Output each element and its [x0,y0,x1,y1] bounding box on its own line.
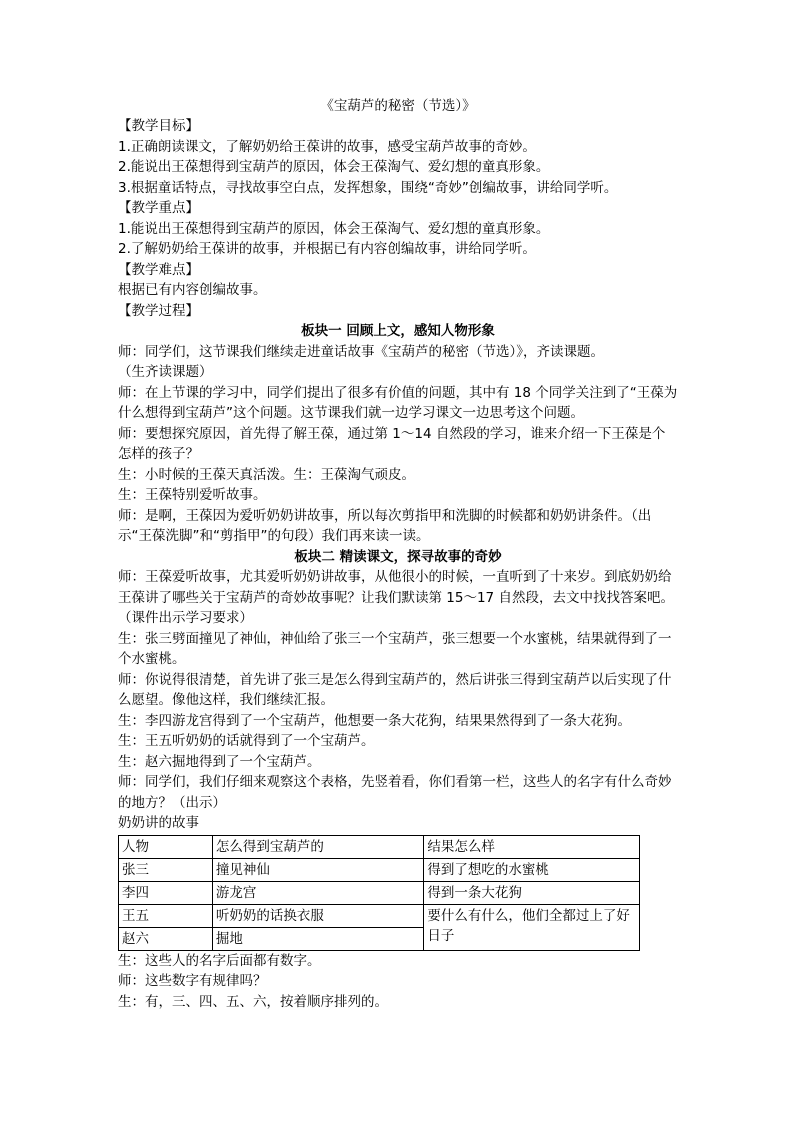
table-caption: 奶奶讲的故事 [118,815,199,831]
dialogue-paragraph: 师：这些数字有规律吗？ [118,973,267,989]
key-points-heading: 【教学重点】 [118,200,199,216]
table-cell: 赵六 [119,927,213,950]
dialogue-paragraph: （生齐读课题） [118,364,213,380]
table-cell: 撞见神仙 [212,858,424,881]
table-cell: 得到了想吃的水蜜桃 [424,858,640,881]
key-point-item: 2.了解奶奶给王葆讲的故事，并根据已有内容创编故事，讲给同学听。 [118,241,536,257]
dialogue-paragraph: 师：你说得很清楚，首先讲了张三是怎么得到宝葫芦的，然后讲张三得到宝葫芦以后实现了什么愿望。像他这样，我们继续汇报。 [118,671,672,708]
table-merged-cell: 要什么有什么，他们全都过上了好日子 [424,904,640,950]
table-cell: 掘地 [212,927,424,950]
dialogue-paragraph: 师：在上节课的学习中，同学们提出了很多有价值的问题，其中有 18 个同学关注到了“王葆为什么想得到宝葫芦”这个问题。这节课我们就一边学习课文一边思考这个问题。 [118,384,678,421]
goal-item: 2.能说出王葆想得到宝葫芦的原因，体会王葆淘气、爱幻想的童真形象。 [118,159,550,175]
dialogue-paragraph: 生：张三劈面撞见了神仙，神仙给了张三一个宝葫芦，张三想要一个水蜜桃，结果就得到了一个水蜜桃。 [118,630,672,667]
dialogue-paragraph: 生：有，三、四、五、六，按着顺序排列的。 [118,993,388,1010]
difficulty-heading: 【教学难点】 [118,261,199,278]
document-title: 《宝葫芦的秘密（节选）》 [320,98,476,114]
dialogue-paragraph: 师：同学们，这节课我们继续走进童话故事《宝葫芦的秘密（节选）》，齐读课题。 [118,343,604,360]
dialogue-paragraph: 生：王五听奶奶的话就得到了一个宝葫芦。 [118,733,375,749]
goals-heading: 【教学目标】 [118,118,199,134]
table-row [119,904,640,927]
table-cell: 李四 [119,881,213,904]
process-heading: 【教学过程】 [118,302,199,319]
story-table [118,835,640,951]
goal-item: 3.根据童话特点，寻找故事空白点，发挥想象，围绕“奇妙”创编故事，讲给同学听。 [118,179,618,196]
table-header-row [119,835,640,858]
document-page [118,96,678,1012]
table-header-cell: 结果怎么样 [424,835,640,858]
table-cell: 张三 [119,858,213,881]
section-title: 板块二 精读课文，探寻故事的奇妙 [294,548,502,565]
difficulty-text: 根据已有内容创编故事。 [118,282,267,298]
table-row [119,881,640,904]
goal-item: 1.正确朗读课文，了解奶奶给王葆讲的故事，感受宝葫芦故事的奇妙。 [118,138,536,155]
dialogue-paragraph: 师：要想探究原因，首先得了解王葆，通过第 1～14 自然段的学习，谁来介绍一下王葆是个怎样的孩子？ [118,425,666,462]
dialogue-paragraph: 生：李四游龙宫得到了一个宝葫芦，他想要一条大花狗，结果果然得到了一条大花狗。 [118,712,631,729]
table-cell: 王五 [119,904,213,927]
dialogue-paragraph: 师：同学们，我们仔细来观察这个表格，先竖着看，你们看第一栏，这些人的名字有什么奇妙的地方？（出示） [118,774,672,811]
section-title: 板块一 回顾上文，感知人物形象 [301,323,495,339]
table-cell: 得到一条大花狗 [424,881,640,904]
dialogue-paragraph: 生：王葆特别爱听故事。 [118,487,267,503]
table-cell: 听奶奶的话换衣服 [212,904,424,927]
key-point-item: 1.能说出王葆想得到宝葫芦的原因，体会王葆淘气、爱幻想的童真形象。 [118,220,550,237]
dialogue-paragraph: 生：赵六掘地得到了一个宝葫芦。 [118,753,321,770]
table-row [119,858,640,881]
table-header-cell: 人物 [119,835,213,858]
dialogue-paragraph: 师：王葆爱听故事，尤其爱听奶奶讲故事，从他很小的时候，一直听到了十来岁。到底奶奶给王葆讲了哪些关于宝葫芦的奇妙故事呢？让我们默读第 15～17 自然段，去文中找找答案吧。（课件出示学习要求） [118,569,674,626]
table-header-cell: 怎么得到宝葫芦的 [212,835,424,858]
dialogue-paragraph: 师：是啊，王葆因为爱听奶奶讲故事，所以每次剪指甲和洗脚的时候都和奶奶讲条件。（出示“王葆洗脚”和“剪指甲”的句段）我们再来读一读。 [118,507,652,544]
dialogue-paragraph: 生：小时候的王葆天真活泼。生：王葆淘气顽皮。 [118,466,415,483]
dialogue-paragraph: 生：这些人的名字后面都有数字。 [118,952,321,969]
table-cell: 游龙宫 [212,881,424,904]
